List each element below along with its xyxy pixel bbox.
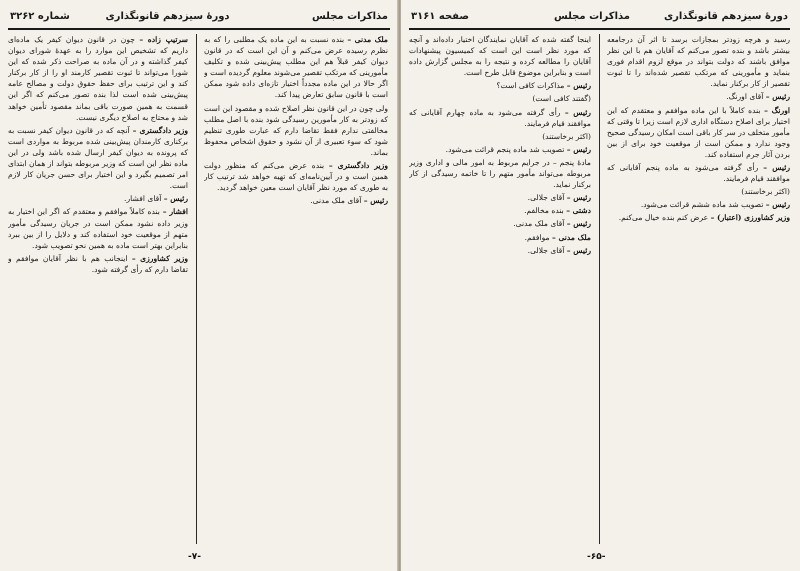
paragraph [607, 212, 790, 223]
paragraph [607, 186, 790, 197]
paragraph [204, 160, 388, 193]
speaker-name: رئیس – [564, 107, 591, 117]
speaker-name: رئیس – [566, 245, 591, 255]
paragraph [607, 105, 790, 160]
paragraph [409, 192, 591, 203]
paragraph [8, 206, 188, 250]
speaker-name: رئیس – [163, 194, 188, 204]
speaker-name: رئیس – [765, 200, 790, 210]
speaker-name: رئیس – [763, 163, 790, 173]
paragraph-text: تصویب شد ماده ششم قرائت می‌شود. [640, 200, 764, 210]
paragraph [204, 103, 388, 158]
paragraph [8, 34, 188, 123]
speaker-name: رئیس – [566, 144, 591, 154]
paragraph-text: بنده عرض می‌کنم که منظور دولت همین است و در آیین‌نامه‌ای که تهیه خواهد شد ترتیب کار به طوری که مورد نظر آقایان است معین خواهد گردید. [204, 161, 388, 193]
speaker-name: رئیس – [363, 196, 388, 206]
right-page-number: -۶۵- [587, 552, 606, 562]
speaker-name: رئیس – [566, 219, 591, 229]
paragraph [204, 195, 388, 206]
left-header-left: شماره ۳۲۶۲ [10, 11, 70, 22]
paragraph-text: (اکثر برخاستند) [542, 131, 591, 141]
paragraph-text: آقای جلالی. [527, 193, 565, 203]
paragraph [409, 205, 591, 216]
paragraph-text: بنده کاملاً با این ماده موافقم و معتقدم که این اختیار برای اصلاح دستگاه اداری لازم است زیرا تا وقتی که مأمور متخلف در سر کار باقی است امکان رسیدگی صحیح وجود ندارد و ممکن است از موقعیت خود برای از بین بردن آثار جرم استفاده کند. [607, 105, 790, 159]
paragraph [409, 218, 591, 229]
paragraph [409, 232, 591, 243]
left-page-column-left [8, 34, 188, 546]
paragraph-text: تصویب شد ماده پنجم قرائت می‌شود. [445, 144, 565, 154]
left-page-number: -۷- [188, 552, 201, 562]
paragraph-text: (گفتند کافی است) [532, 94, 591, 104]
left-header-right: مذاکرات مجلس [311, 11, 388, 22]
speaker-name: اورنگ – [764, 105, 790, 115]
left-page [0, 0, 399, 571]
paragraph [409, 131, 591, 142]
left-header-center: دورهٔ سیزدهم قانونگذاری [105, 11, 230, 22]
right-header-left: صفحه ۳۱۶۱ [411, 11, 470, 22]
paragraph-text: آقای جلالی. [527, 245, 565, 255]
right-page-column-right [607, 34, 790, 546]
paragraph-text: آقای ملک مدنی. [513, 219, 565, 229]
speaker-name: ملک مدنی – [347, 35, 388, 44]
paragraph-text: اینجا گفته شده که آقایان نمایندگان اختیار داده‌اند و آنچه که مورد نظر است این است که کمیسیون پیشنهادات آقایان را مطالعه کرده و نتیجه را به مجلس گزارش داده است و بنابراین موضوع قابل طرح است. [409, 35, 591, 78]
paragraph-text: اینجانب هم با نظر آقایان موافقم و تقاضا دارم که رأی گرفته شود. [8, 253, 188, 274]
paragraph [607, 199, 790, 210]
speaker-name: وزیر دادگستری – [328, 161, 388, 171]
paragraph [409, 93, 591, 104]
paragraph-text: بنده مخالفم. [524, 206, 564, 216]
paragraph [8, 253, 188, 275]
paragraph-text: بنده نسبت به این ماده یک مطلبی را که به نظرم رسیده عرض می‌کنم و آن این است که در قانون دیوان کیفر قبلاً هم این مطلب پیش‌بینی شده و تکلیف مأمورینی که مرتکب تقصیر می‌شوند معلوم گردیده است و اگر حالا در این ماده مجدداً اختیار تازه‌ای داده شود ممکن است با قانون سابق تعارض پیدا کند. [204, 35, 388, 100]
speaker-name: وزیر کشاورزی (اعتبار) – [710, 213, 790, 223]
paragraph-text: عرض کنم بنده خیال می‌کنم. [618, 213, 709, 223]
speaker-name: رئیس – [566, 193, 591, 203]
paragraph [409, 245, 591, 256]
paragraph-text: آقای ملک مدنی. [310, 196, 362, 206]
paragraph [409, 80, 591, 91]
right-header-right: دورهٔ سیزدهم قانونگذاری [663, 11, 788, 22]
right-page-column-divider [599, 34, 600, 544]
speaker-name: رئیس – [765, 92, 790, 102]
right-page-header [409, 8, 790, 30]
paragraph-text: بنده کاملاً موافقم و معتقدم که اگر این اختیار به وزیر داده نشود ممکن است در جریان رسیدگی مأمور متهم از موقعیت خود استفاده کند و دلایل را از بین ببرد بنابراین بهتر است ماده به همین نحو تصویب شود. [8, 207, 188, 250]
paragraph-text: رسید و هرچه زودتر بمجازات برسد تا اثر آن درجامعه بیشتر باشد و بنده تصور می‌کنم که آقایان هم با این نظر موافق باشند که دولت بتواند در موقع لزوم اقدام فوری بنماید و مأمورینی که مرتکب تقصیر شده‌اند را تا ثبوت تقصیر از کار برکنار نماید. [607, 35, 790, 89]
speaker-name: دشتی – [566, 206, 591, 216]
paragraph-text: آنچه که در قانون دیوان کیفر نسبت به برکناری کارمندان پیش‌بینی شده مربوط به مواردی است که پرونده به دیوان کیفر ارسال شده باشد ولی در این ماده نظر این است که وزیر مربوطه بتواند از همان ابتدای امر تصمیم بگیرد و این اختیار برای حسن جریان کار لازم است. [8, 125, 188, 191]
paragraph-text: رأی گرفته می‌شود به ماده پنجم آقایانی که موافقند قیام فرمایند. [607, 163, 790, 184]
paragraph-text: مادهٔ پنجم – در جرایم مربوط به امور مالی و اداری وزیر مربوطه می‌تواند مأمور متهم را تا خاتمه رسیدگی از کار برکنار نماید. [409, 157, 591, 190]
paragraph [607, 34, 790, 89]
paragraph-text: موافقم. [524, 232, 550, 242]
left-page-column-right [204, 34, 388, 546]
paragraph-text: رأی گرفته می‌شود به ماده چهارم آقایانی که موافقند قیام فرمایند. [409, 107, 591, 128]
speaker-name: رئیس – [566, 81, 591, 91]
paragraph-text: (اکثر برخاستند) [741, 187, 790, 197]
speaker-name: وزیر کشاورزی – [131, 253, 188, 263]
right-header-center: مذاکرات مجلس [553, 11, 630, 22]
paragraph [8, 125, 188, 192]
right-page-column-left [409, 34, 591, 546]
paragraph [409, 34, 591, 78]
paragraph [409, 157, 591, 190]
paragraph-text: ولی چون در این قانون نظر اصلاح شده و مقصود این است که زودتر به کار مأمورین رسیدگی شود بنده با اصل مطلب مخالفتی ندارم فقط تقاضا دارم که عبارت طوری تنظیم شود که سوء تعبیری از آن نشود و حقوق اشخاص محفوظ بماند. [204, 103, 388, 157]
speaker-name: وزیر دادگستری – [132, 125, 188, 135]
paragraph-text: مذاکرات کافی است؟ [496, 81, 565, 91]
left-page-header [8, 8, 390, 30]
paragraph [409, 144, 591, 155]
speaker-name: ملک مدنی – [552, 232, 591, 242]
paragraph [8, 193, 188, 204]
paragraph [204, 34, 388, 101]
paragraph-text: آقای اورنگ. [726, 92, 764, 102]
right-page [401, 0, 800, 571]
speaker-name: افشار – [162, 207, 188, 217]
paragraph [607, 91, 790, 102]
speaker-name: سرتیپ زاده – [139, 35, 188, 44]
paragraph-text: آقای افشار. [124, 194, 162, 204]
paragraph [607, 162, 790, 184]
left-page-column-divider [196, 34, 197, 544]
paragraph-text: چون در قانون دیوان کیفر یک ماده‌ای داریم که تشخیص این موارد را به عهدهٔ شورای دیوان کیفر گذاشته و در آن ماده به صراحت ذکر شده که این شورا می‌تواند تا ثبوت تقصیر کارمند او را از کار برکنار کند و این ترتیب برای حفظ حقوق دولت و مصالح عامه پیش‌بینی شده است لذا بنده تصور می‌کنم که اگر این قسمت به همین صورت باقی بماند مقصود تأمین خواهد شد و محتاج به اصلاح دیگری نیست. [8, 35, 188, 122]
paragraph [409, 107, 591, 129]
